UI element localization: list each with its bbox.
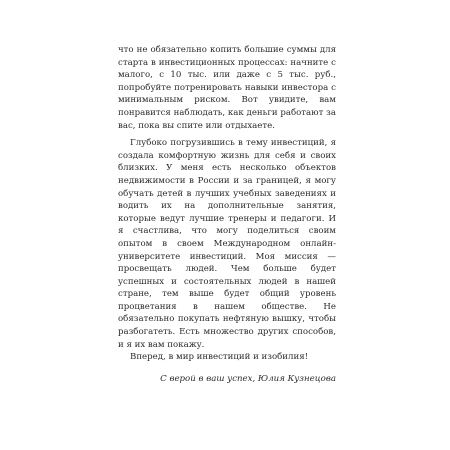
paragraph-2: Глубоко погрузившись в тему инвестиций, я создала комфортную жизнь для себя и своих близких. У меня есть несколько объектов недвижимости в России и за границей, я могу обучать детей в лучших учебных заведениях и водить их на дополнительные занятия, которые ведут лучшие тренеры и педагоги. И я счастлива, что могу поделиться своим опытом в своем Международном онлайн-университете инвестиций. Моя миссия — просвещать людей. Чем больше будет успешных и состоятельных людей в нашей стране, тем выше будет общий уровень процветания в нашем обществе. Не обязательно покупать нефтяную вышку, чтобы разбогатеть. Есть множество других способов, и я их вам покажу.	[118, 138, 336, 350]
paragraph-3: Вперед, в мир инвестиций и изобилия!	[130, 352, 309, 363]
body-text	[118, 44, 336, 385]
paragraph-1: что не обязательно копить большие суммы для старта в инвестиционных процессах: начните с малого, с 10 тыс. или даже с 5 тыс. руб., попробуйте потренировать навыки инвестора с минимальным риском. Вот увидите, вам понравится наблюдать, как деньги работают за вас, пока вы спите или отдыхаете.	[118, 45, 336, 131]
author-signature: С верой в ваш успех, Юлия Кузнецова	[160, 373, 336, 384]
